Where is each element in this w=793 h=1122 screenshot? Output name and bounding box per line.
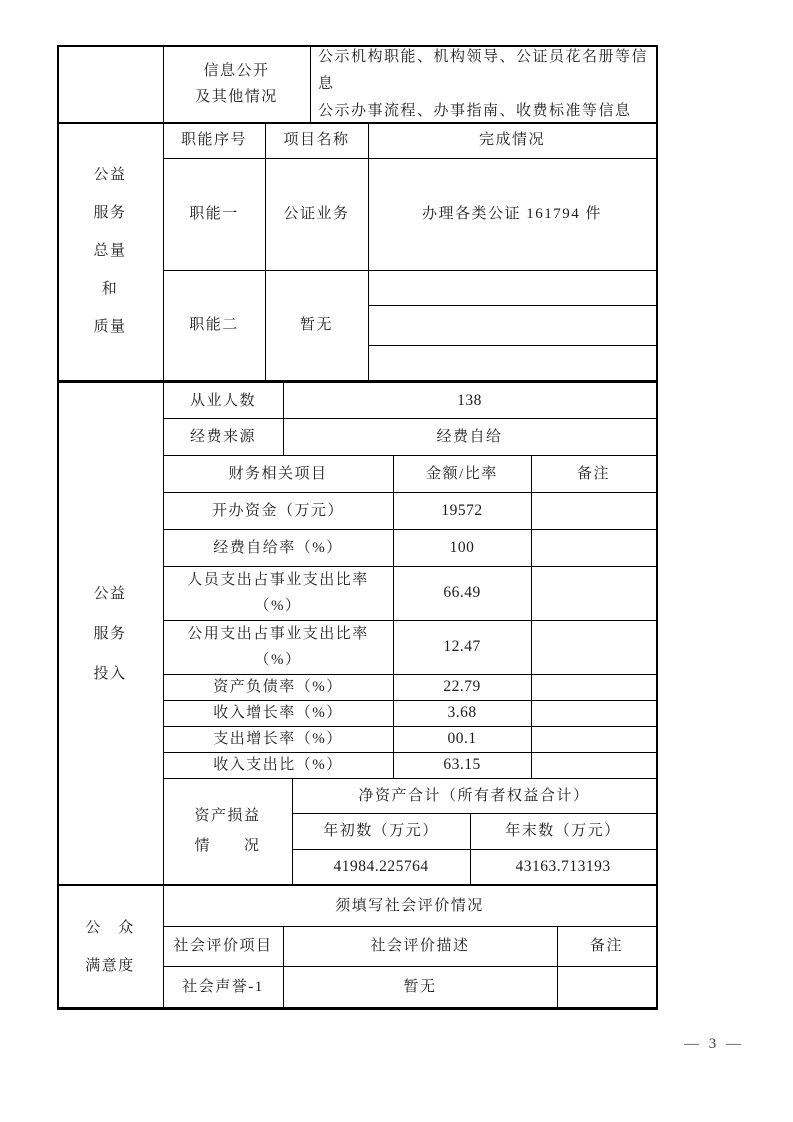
finance-row-value: 00.1 <box>447 730 477 747</box>
info-disclosure-content-line2: 公示办事流程、办事指南、收费标准等信息 <box>318 102 632 119</box>
finance-row-label: 开办资金（万元） <box>211 502 344 519</box>
page-number: — 3 — <box>684 1036 744 1052</box>
eval-row-item: 社会声誉-1 <box>182 978 264 995</box>
function2-completion <box>368 270 656 380</box>
section-label-public-satisfaction: 公 众 满意度 <box>85 919 135 974</box>
finance-row-label: 人员支出占事业支出比率 （%） <box>187 572 369 614</box>
finance-row-value: 12.47 <box>443 638 481 655</box>
table-border-bottom <box>57 1007 658 1010</box>
finance-row-value: 19572 <box>441 501 483 519</box>
finance-row-label: 资产负债率（%） <box>213 679 343 695</box>
info-disclosure-label <box>163 46 310 122</box>
section-label-service-total: 公益 服务 总量 和 质量 <box>93 167 127 335</box>
social-evaluation-header: 须填写社会评价情况 <box>335 898 484 914</box>
header-function-seq: 职能序号 <box>180 132 247 148</box>
info-disclosure-label-line2: 及其他情况 <box>195 89 278 105</box>
function1-name: 公证业务 <box>283 206 350 222</box>
finance-row-value: 66.49 <box>443 584 481 601</box>
finance-row-value: 63.15 <box>443 756 481 773</box>
table-border-right <box>656 45 658 1010</box>
year-begin-label: 年初数（万元） <box>323 823 439 839</box>
eval-col-note: 备注 <box>589 938 623 954</box>
year-end-value: 43163.713193 <box>515 857 611 875</box>
finance-row-value: 22.79 <box>443 678 481 695</box>
info-disclosure-content-line1: 公示机构职能、机构领导、公证员花名册等信息 <box>318 48 649 92</box>
section-label-service-input: 公益 服务 投入 <box>93 585 127 682</box>
info-disclosure-content <box>318 46 652 122</box>
finance-row-value: 100 <box>449 538 475 556</box>
header-project-name: 项目名称 <box>283 132 350 148</box>
info-disclosure-label-line1: 信息公开 <box>203 63 270 79</box>
asset-profit-loss-label: 资产损益 情 况 <box>194 808 261 854</box>
staff-count-value: 138 <box>457 391 482 409</box>
funding-source-value: 经费自给 <box>436 428 503 445</box>
year-end-label: 年末数（万元） <box>505 823 621 839</box>
finance-row-label: 收入增长率（%） <box>213 705 343 721</box>
finance-header-note: 备注 <box>576 465 610 482</box>
funding-source-label: 经费来源 <box>189 428 256 445</box>
staff-count-label: 从业人数 <box>189 392 256 409</box>
function1-seq: 职能一 <box>189 206 239 222</box>
function2-name: 暂无 <box>299 317 333 333</box>
finance-row-label: 经费自给率（%） <box>213 539 343 556</box>
finance-header-amount: 金额/比率 <box>426 465 498 482</box>
eval-col-desc: 社会评价描述 <box>370 938 470 954</box>
net-asset-header: 净资产合计（所有者权益合计） <box>358 787 590 804</box>
eval-row-desc: 暂无 <box>403 978 437 995</box>
finance-row-label: 支出增长率（%） <box>213 731 343 747</box>
eval-row-note <box>557 966 656 1007</box>
eval-col-item: 社会评价项目 <box>173 938 273 954</box>
finance-row-label: 公用支出占事业支出比率 （%） <box>187 626 369 668</box>
finance-header-item: 财务相关项目 <box>228 465 328 482</box>
function2-seq: 职能二 <box>189 317 239 333</box>
header-completion: 完成情况 <box>478 132 545 148</box>
function1-completion: 办理各类公证 161794 件 <box>421 206 602 222</box>
year-begin-value: 41984.225764 <box>333 857 429 875</box>
finance-row-label: 收入支出比（%） <box>213 757 343 773</box>
finance-row-value: 3.68 <box>447 704 477 721</box>
